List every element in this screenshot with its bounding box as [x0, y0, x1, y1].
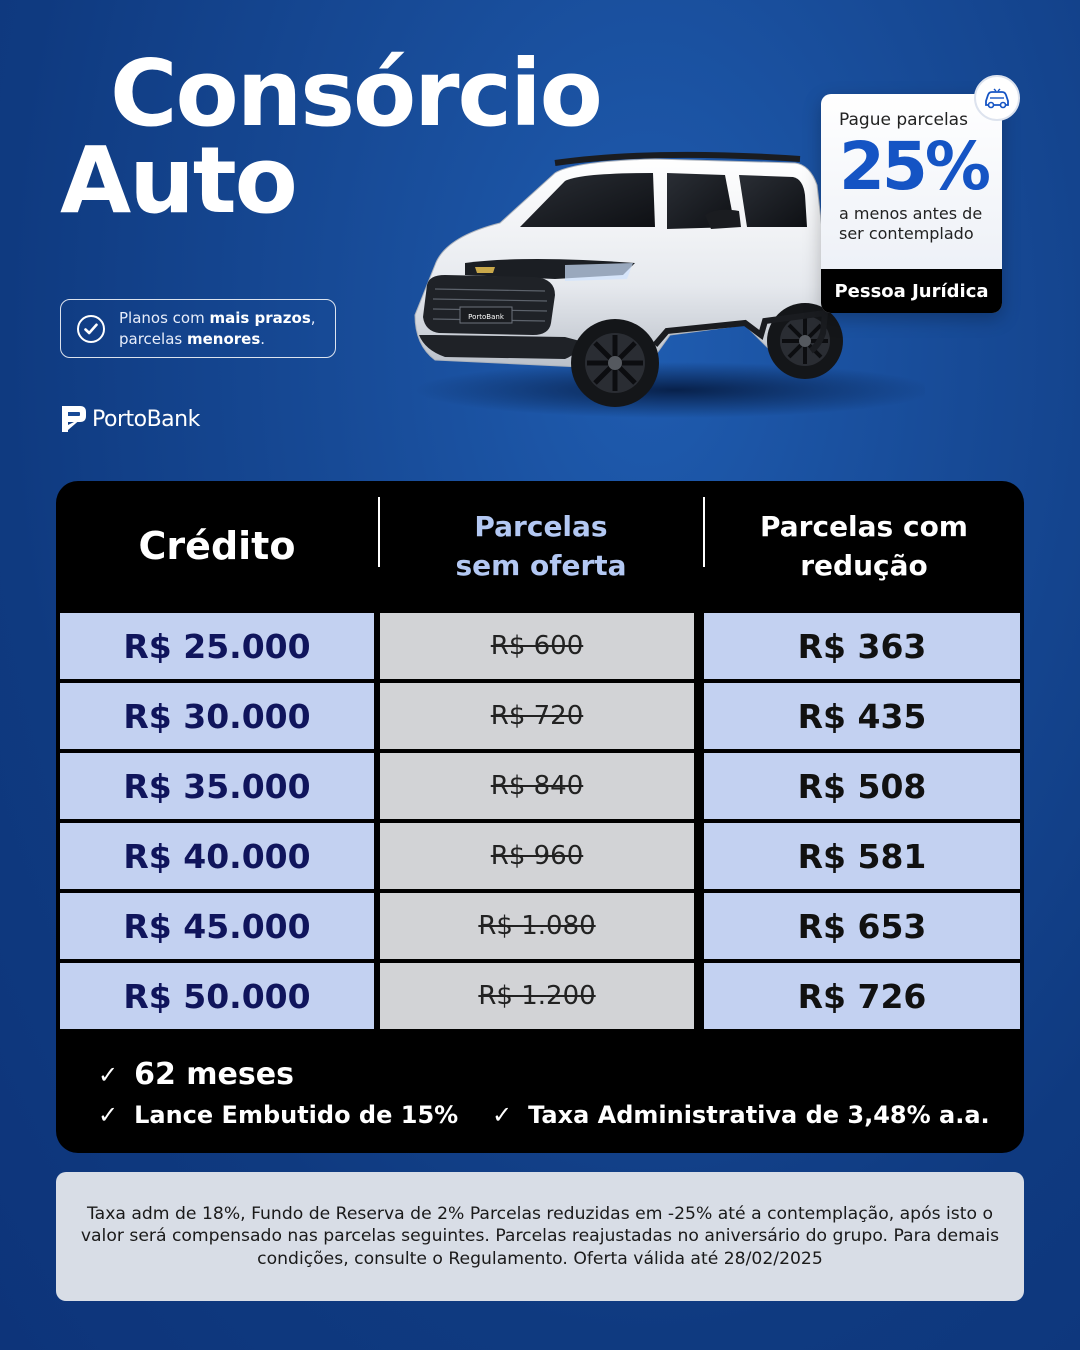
promo-sub-line-2: ser contemplado: [839, 224, 974, 243]
table-row: [56, 963, 1024, 1029]
credit-cell: R$ 35.000: [60, 753, 374, 819]
plans-pill: [60, 299, 336, 358]
pill-text-d: .: [260, 329, 266, 348]
reduced-cell: R$ 726: [704, 963, 1020, 1029]
reduced-cell: R$ 581: [704, 823, 1020, 889]
feature-lance: [98, 1101, 458, 1129]
promo-percentage: 25%: [839, 128, 988, 205]
feature-lance-text: Lance Embutido de 15%: [134, 1101, 459, 1129]
promo-sub-line-1: a menos antes de: [839, 204, 983, 223]
check-icon: ✓: [98, 1101, 119, 1129]
pill-text-c: parcelas: [119, 329, 187, 348]
reduced-cell: R$ 363: [704, 613, 1020, 679]
check-icon: ✓: [98, 1060, 119, 1089]
table-row: [56, 823, 1024, 889]
header-reduced-line-1: Parcelas com: [760, 510, 968, 543]
disclaimer-text: Taxa adm de 18%, Fundo de Reserva de 2% Parcelas reduzidas em -25% até a contemplação, após isto o valor será compensado nas parcelas seguintes. Parcelas reajustadas no aniversário do grupo. Para demais condições, consulte o Regulamento. Oferta válida até 28/02/2025: [80, 1203, 1000, 1269]
table-row: [56, 683, 1024, 749]
table-row: [56, 893, 1024, 959]
reduced-cell: R$ 653: [704, 893, 1020, 959]
promo-footer: Pessoa Jurídica: [821, 269, 1002, 313]
no-offer-cell: R$ 1.200: [380, 963, 694, 1029]
no-offer-cell: R$ 840: [380, 753, 694, 819]
credit-cell: R$ 50.000: [60, 963, 374, 1029]
header-no-offer-line-1: Parcelas: [474, 510, 608, 543]
no-offer-cell: R$ 720: [380, 683, 694, 749]
reduced-cell: R$ 435: [704, 683, 1020, 749]
brand-name: PortoBank: [92, 406, 200, 432]
table-header: [56, 481, 1024, 611]
pricing-table: [56, 481, 1024, 1153]
no-offer-cell: R$ 960: [380, 823, 694, 889]
pill-bold-b: menores: [186, 329, 261, 348]
header-no-offer-line-2: sem oferta: [455, 549, 627, 582]
no-offer-cell: R$ 600: [380, 613, 694, 679]
credit-cell: R$ 30.000: [60, 683, 374, 749]
header-credit: Crédito: [138, 523, 296, 568]
check-icon: ✓: [492, 1101, 513, 1129]
title-line-1: Consórcio: [110, 40, 601, 147]
header-reduced-line-2: redução: [800, 549, 928, 582]
feature-months: [98, 1057, 294, 1092]
promo-card: [821, 94, 1002, 313]
credit-cell: R$ 40.000: [60, 823, 374, 889]
feature-taxa: [492, 1101, 990, 1129]
portobank-logo-icon: [60, 404, 88, 434]
car-icon: [974, 75, 1020, 121]
disclaimer-box: [56, 1172, 1024, 1301]
reduced-cell: R$ 508: [704, 753, 1020, 819]
pill-text: [119, 308, 316, 350]
credit-cell: R$ 25.000: [60, 613, 374, 679]
header-no-offer: [380, 481, 702, 611]
pill-bold-a: mais prazos: [209, 308, 311, 327]
check-circle-icon: [77, 315, 105, 343]
pill-text-a: Planos com: [119, 308, 210, 327]
pill-text-b: ,: [310, 308, 316, 327]
title-line-2: Auto: [60, 127, 296, 235]
plate-text: PortoBank: [468, 313, 504, 321]
brand-logo: [60, 404, 200, 434]
header-reduced: [704, 481, 1024, 611]
no-offer-cell: R$ 1.080: [380, 893, 694, 959]
credit-cell: R$ 45.000: [60, 893, 374, 959]
promo-top-text: Pague parcelas: [839, 110, 968, 130]
table-row: [56, 753, 1024, 819]
feature-taxa-text: Taxa Administrativa de 3,48% a.a.: [528, 1101, 990, 1129]
table-row: [56, 613, 1024, 679]
feature-months-text: 62 meses: [134, 1057, 294, 1092]
